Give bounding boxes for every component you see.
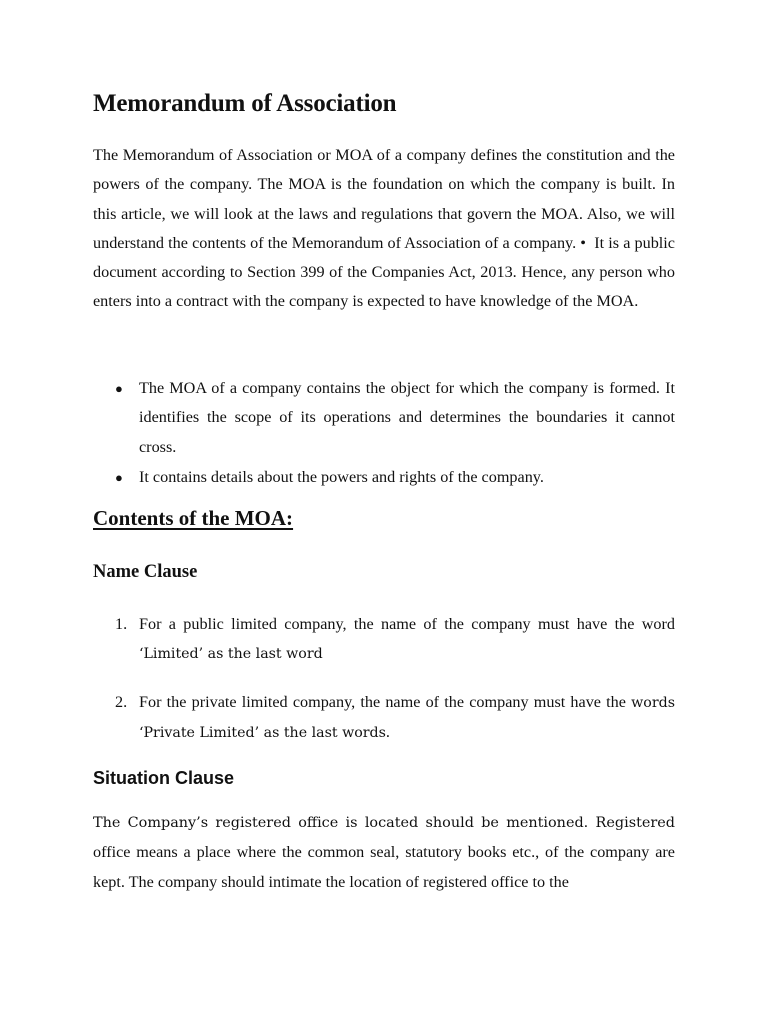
name-clause-heading: Name Clause bbox=[93, 562, 198, 582]
situation-clause-paragraph bbox=[93, 808, 675, 897]
bullet-icon: ● bbox=[115, 469, 123, 485]
bullet-icon: ● bbox=[115, 381, 123, 396]
list-item bbox=[93, 610, 675, 670]
item-number: 1. bbox=[115, 615, 128, 633]
situation-clause-heading: Situation Clause bbox=[93, 768, 235, 788]
contents-heading: Contents of the MOA: bbox=[93, 506, 294, 530]
item-number: 2. bbox=[115, 692, 128, 711]
item-text: For a public limited company, the name of the company must have the word bbox=[139, 615, 675, 633]
bullet-list bbox=[93, 374, 675, 492]
situation-first-sentence: The Company’s registered office is located should be mentioned. Registered bbox=[93, 815, 675, 831]
list-item bbox=[93, 374, 675, 462]
situation-rest: office means a place where the common seal, statutory books etc., of the company are kept. The company should intimate the location of registered office to the bbox=[93, 843, 675, 891]
intro-paragraph: The Memorandum of Association or MOA of a company defines the constitution and the powers of the company. The MOA is the foundation on which the company is built. In this article, we will look at the laws and regulations that govern the MOA. Also, we will understand the contents of the Memorandum of Association of a company. • It is a public document according to Section 399 of the Companies Act, 2013. Hence, any person who enters into a contract with the company is expected to have knowledge of the MOA. bbox=[93, 146, 675, 311]
list-item bbox=[93, 688, 675, 749]
item-text: For the private limited company, the name of the company must have the bbox=[139, 692, 632, 711]
name-clause-list bbox=[93, 610, 675, 748]
bullet-text: The MOA of a company contains the object for which the company is formed. It identifies the scope of its operations and determines the boundaries it cannot cross. bbox=[139, 379, 675, 456]
bullet-text: It contains details about the powers and rights of the company. bbox=[139, 467, 544, 486]
item-tail: . bbox=[385, 722, 390, 741]
item-emphasis: ‘Limited’ as the last word bbox=[139, 646, 323, 663]
item-emphasis: words ‘Private Limited’ as the last words bbox=[139, 694, 675, 741]
list-item bbox=[93, 463, 675, 492]
document-title: Memorandum of Association bbox=[93, 90, 397, 117]
